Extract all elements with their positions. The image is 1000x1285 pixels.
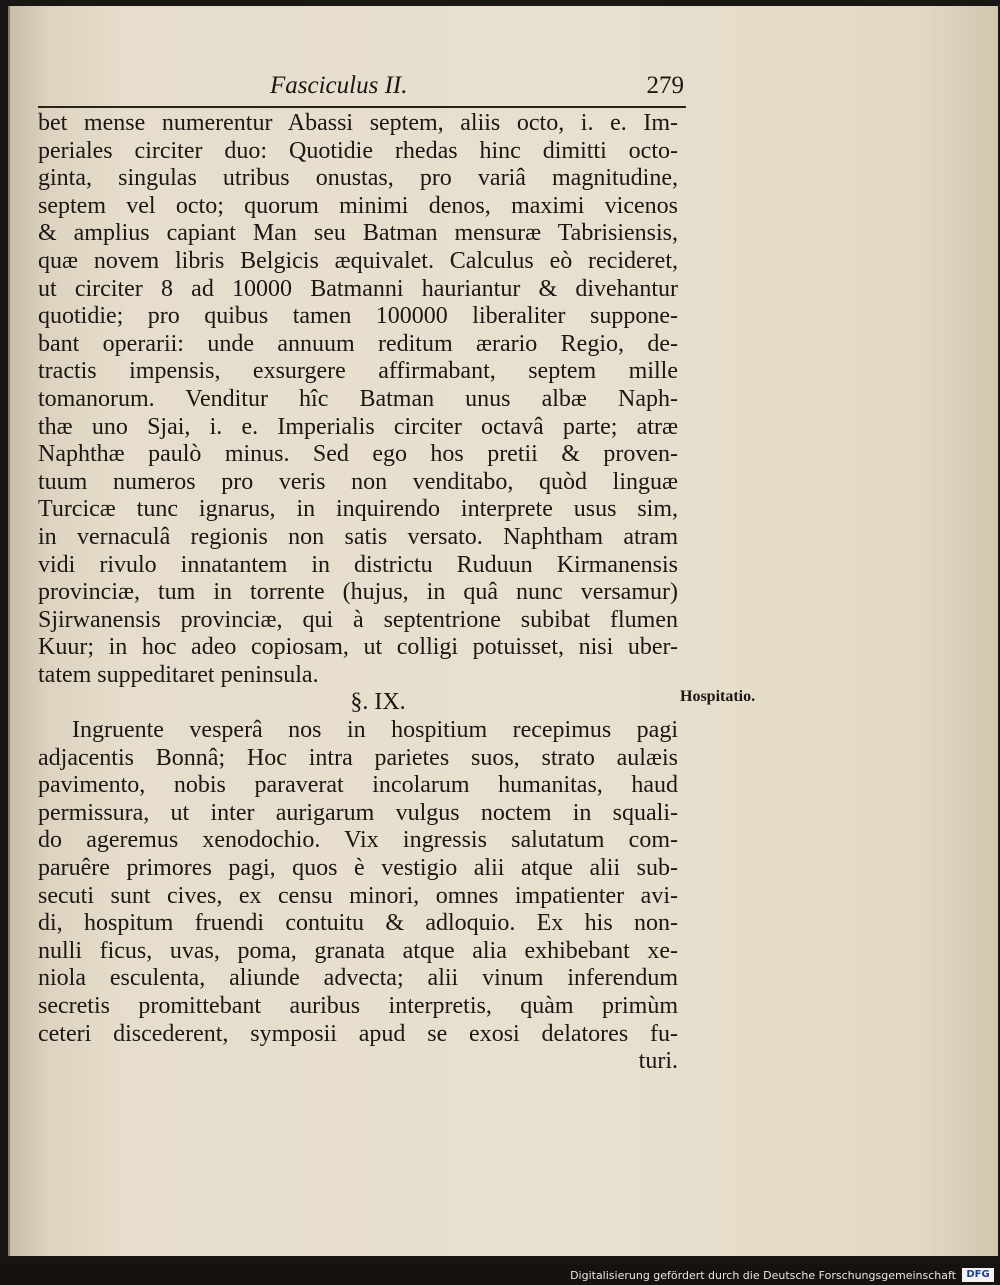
text-line: Kuur; in hoc adeo copiosam, ut colligi potuisset, nisi uber- xyxy=(38,634,678,661)
text-line: quotidie; pro quibus tamen 100000 liberaliter suppone- xyxy=(38,303,678,330)
text-line: quæ novem libris Belgicis æquivalet. Calculus eò recideret, xyxy=(38,247,678,274)
text-line: provinciæ, tum in torrente (hujus, in quâ nunc versamur) xyxy=(38,579,678,606)
text-line: in vernaculâ regionis non satis versato. Naphtham atram xyxy=(38,523,678,550)
text-line: ceteri discederent, symposii apud se exosi delatores fu- xyxy=(38,1020,678,1047)
text-line: niola esculenta, aliunde advecta; alii vinum inferendum xyxy=(38,965,678,992)
text-line: tuum numeros pro veris non venditabo, quòd linguæ xyxy=(38,468,678,495)
text-line: secuti sunt cives, ex censu minori, omnes impatienter avi- xyxy=(38,882,678,909)
margin-note: Hospitatio. xyxy=(680,688,756,705)
text-line: do ageremus xenodochio. Vix ingressis salutatum com- xyxy=(38,827,678,854)
text-line: tractis impensis, exsurgere affirmabant, septem mille xyxy=(38,358,678,385)
text-line: adjacentis Bonnâ; Hoc intra parietes suos, strato aulæis xyxy=(38,744,678,771)
text-line: ut circiter 8 ad 10000 Batmanni hauriantur & divehantur xyxy=(38,275,678,302)
text-line: & amplius capiant Man seu Batman mensuræ Tabrisiensis, xyxy=(38,220,678,247)
text-line: ginta, singulas utribus onustas, pro variâ magnitudine, xyxy=(38,165,678,192)
footer-bar xyxy=(0,1263,1000,1285)
page-number: 279 xyxy=(646,72,684,99)
text-line: paruêre primores pagi, quos è vestigio alii atque alii sub- xyxy=(38,855,678,882)
text-line: bant operarii: unde annuum reditum ærario Regio, de- xyxy=(38,330,678,357)
section-heading: §. IX. xyxy=(350,689,406,716)
text-line: secretis promittebant auribus interpretis, quàm primùm xyxy=(38,993,678,1019)
text-line: Naphthæ paulò minus. Sed ego hos pretii & proven- xyxy=(38,441,678,468)
text-line: Turcicæ tunc ignarus, in inquirendo interprete usus sim, xyxy=(38,496,678,523)
text-line: di, hospitum fruendi contuitu & adloquio. Ex his non- xyxy=(38,910,678,937)
text-line: tatem suppeditaret peninsula. xyxy=(38,661,319,688)
text-line: tomanorum. Venditur hîc Batman unus albæ Naph- xyxy=(38,385,678,412)
text-line: periales circiter duo: Quotidie rhedas hinc dimitti octo- xyxy=(38,137,678,164)
text-line: Ingruente vesperâ nos in hospitium recepimus pagi xyxy=(72,717,678,744)
digitization-credit: Digitalisierung gefördert durch die Deutsche Forschungsgemeinschaft xyxy=(570,1269,956,1282)
text-line: thæ uno Sjai, i. e. Imperialis circiter octavâ parte; atræ xyxy=(38,413,678,440)
text-line: nulli ficus, uvas, poma, granata atque alia exhibebant xe- xyxy=(38,937,678,964)
text-line: pavimento, nobis paraverat incolarum humanitas, haud xyxy=(38,772,678,799)
header-rule xyxy=(38,106,686,108)
text-line: turi. xyxy=(638,1048,678,1075)
text-line: septem vel octo; quorum minimi denos, maximi vicenos xyxy=(38,192,678,219)
page-header xyxy=(38,72,686,102)
text-line: vidi rivulo innatantem in districtu Ruduun Kirmanensis xyxy=(38,551,678,578)
text-line: Sjirwanensis provinciæ, qui à septentrione subibat flumen xyxy=(38,606,678,633)
main-text xyxy=(38,110,678,1076)
dfg-logo: DFG xyxy=(962,1268,994,1282)
text-line: bet mense numerentur Abassi septem, aliis octo, i. e. Im- xyxy=(38,110,678,136)
running-title: Fasciculus II. xyxy=(270,72,408,99)
text-line: permissura, ut inter aurigarum vulgus noctem in squali- xyxy=(38,799,678,826)
